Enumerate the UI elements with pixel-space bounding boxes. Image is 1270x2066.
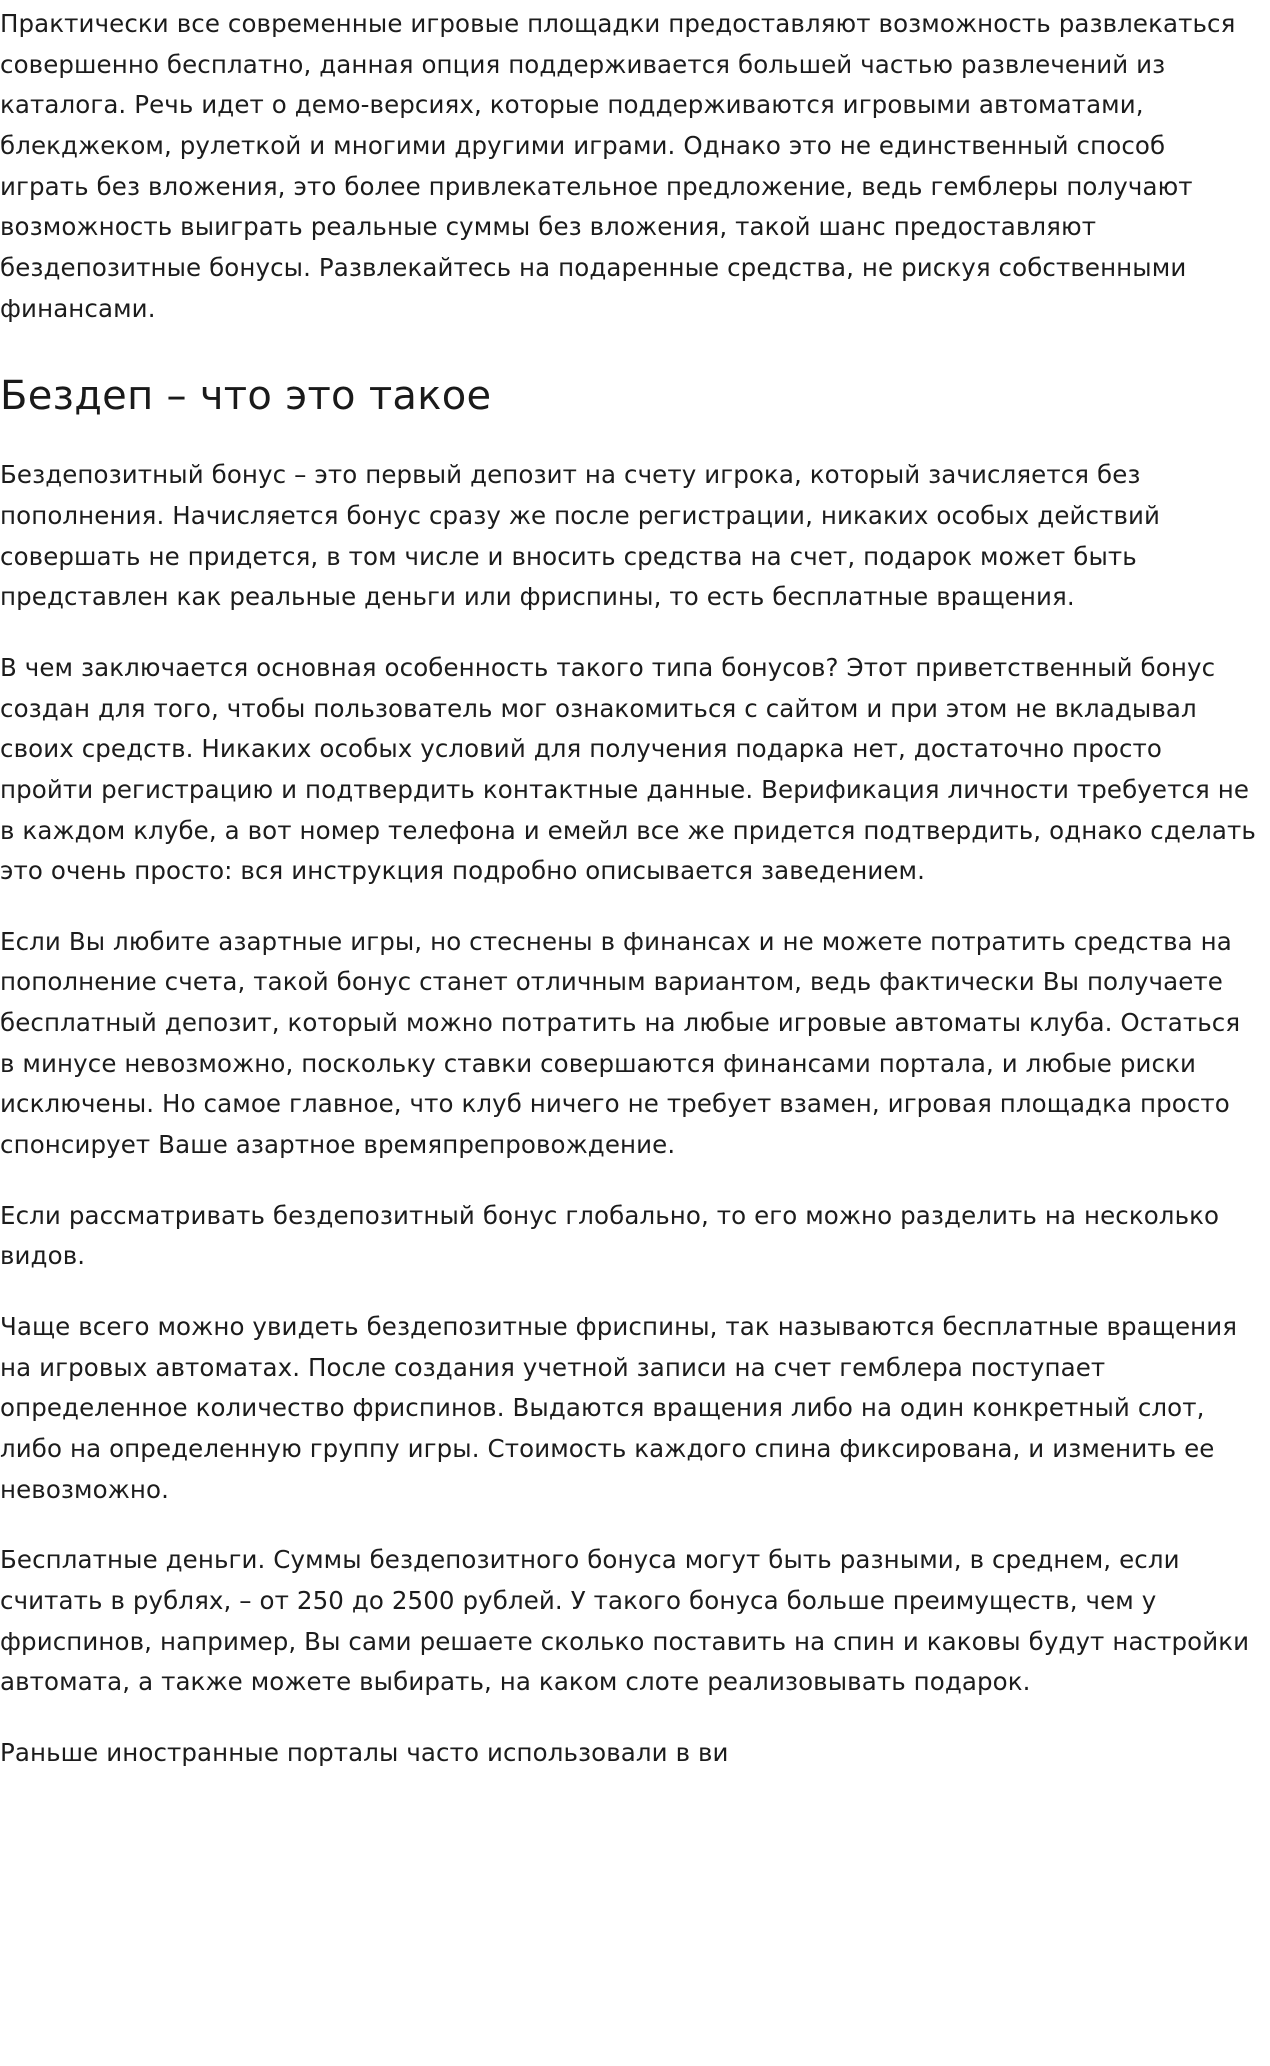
paragraph-free-money: Бесплатные деньги. Суммы бездепозитного бонуса могут быть разными, в среднем, если считать в рублях, – от 250 до 2500 рублей. У такого бонуса больше преимуществ, чем у фриспинов, например, Вы сами решаете сколько поставить на спин и каковы будут настройки автомата, а также можете выбирать, на каком слоте реализовывать подарок. [0, 1545, 1250, 1697]
paragraph-intro: Практически все современные игровые площадки предоставляют возможность развлекаться совершенно бесплатно, данная опция поддерживается большей частью развлечений из каталога. Речь идет о демо-версиях, которые поддерживаются игровыми автоматами, блекджеком, рулеткой и многими другими играми. Однако это не единственный способ играть без вложения, это более привлекательное предложение, ведь гемблеры получают возможность выиграть реальные суммы без вложения, такой шанс предоставляют бездепозитные бонусы. Развлекайтесь на подаренные средства, не рискуя собственными финансами. [0, 9, 1236, 323]
paragraph-definition: Бездепозитный бонус – это первый депозит на счету игрока, который зачисляется без пополнения. Начисляется бонус сразу же после регистрации, никаких особых действий совершать не придется, в том числе и вносить средства на счет, подарок может быть представлен как реальные деньги или фриспины, то есть бесплатные вращения. [0, 460, 1161, 612]
section-heading: Бездеп – что это такое [0, 373, 492, 420]
paragraph-truncated: Раньше иностранные порталы часто использовали в ви [0, 1737, 729, 1767]
paragraph-benefits: Если Вы любите азартные игры, но стеснены в финансах и не можете потратить средства на пополнение счета, такой бонус станет отличным вариантом, ведь фактически Вы получаете бесплатный депозит, который можно потратить на любые игровые автоматы клуба. Остаться в минусе невозможно, поскольку ставки совершаются финансами портала, и любые риски исключены. Но самое главное, что клуб ничего не требует взамен, игровая площадка просто спонсирует Ваше азартное времяпрепровождение. [0, 926, 1241, 1160]
paragraph-features: В чем заключается основная особенность такого типа бонусов? Этот приветственный бонус создан для того, чтобы пользователь мог ознакомиться с сайтом и при этом не вкладывал своих средств. Никаких особых условий для получения подарка нет, достаточно просто пройти регистрацию и подтвердить контактные данные. Верификация личности требуется не в каждом клубе, а вот номер телефона и емейл все же придется подтвердить, однако сделать это очень просто: вся инструкция подробно описывается заведением. [0, 652, 1256, 886]
paragraph-freespins: Чаще всего можно увидеть бездепозитные фриспины, так называются бесплатные вращения на игровых автоматах. После создания учетной записи на счет гемблера поступает определенное количество фриспинов. Выдаются вращения либо на один конкретный слот, либо на определенную группу игры. Стоимость каждого спина фиксирована, и изменить ее невозможно. [0, 1312, 1238, 1504]
paragraph-types-intro: Если рассматривать бездепозитный бонус глобально, то его можно разделить на несколько видов. [0, 1200, 1220, 1271]
